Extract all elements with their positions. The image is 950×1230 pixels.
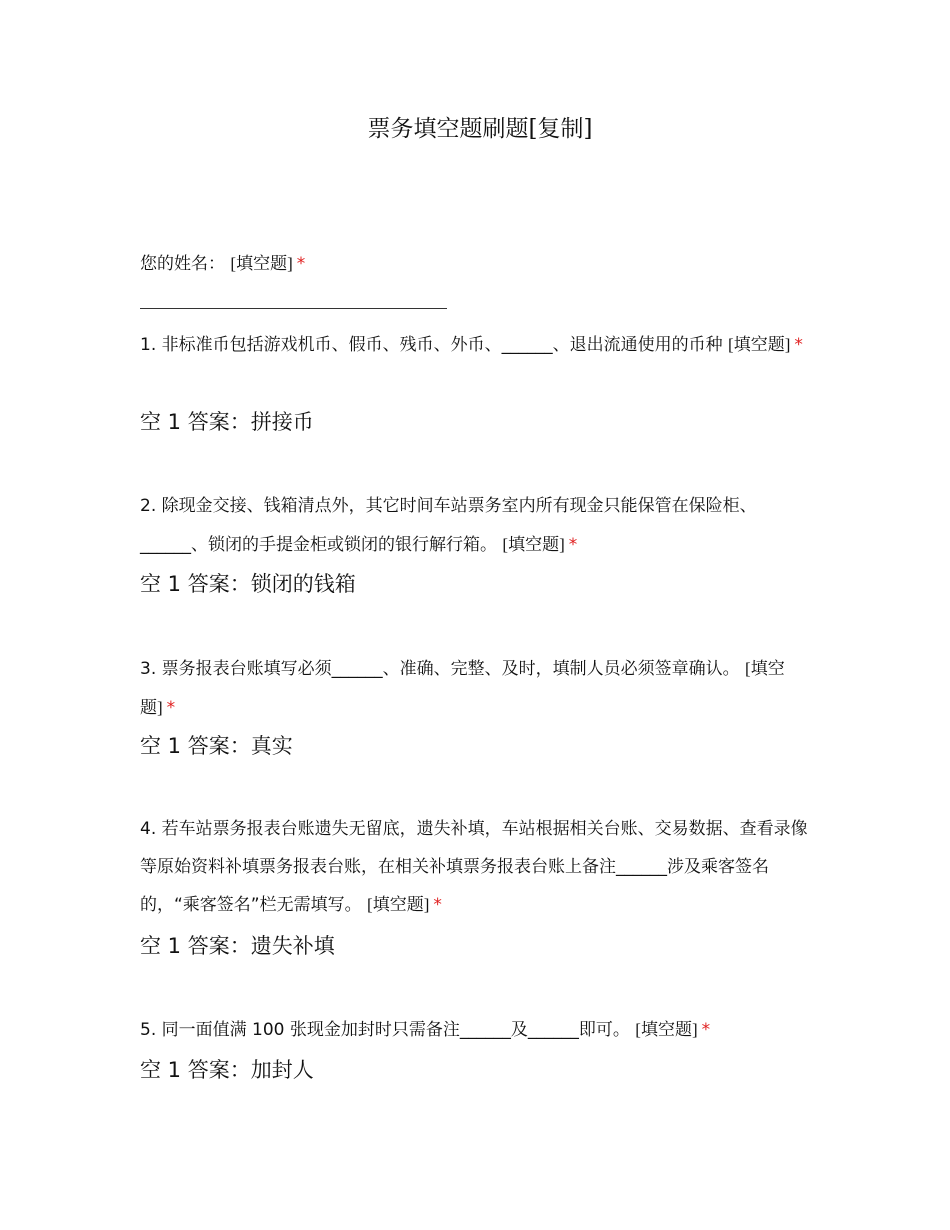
question-text: 3. 票务报表台账填写必须______、准确、完整、及时，填制人员必须签章确认。 — [140, 659, 740, 679]
required-mark: * — [701, 1020, 711, 1040]
question-text: 2. 除现金交接、钱箱清点外，其它时间车站票务室内所有现金只能保管在保险柜、______、锁闭的手提金柜或锁闭的银行解行箱。 — [140, 496, 757, 555]
question-type-tag: [填空题] — [635, 1020, 698, 1039]
question-text: 5. 同一面值满 100 张现金加封时只需备注______及______即可。 — [140, 1020, 630, 1040]
question-2 — [140, 488, 816, 564]
answer-2: 空 1 答案：锁闭的钱箱 — [140, 572, 356, 596]
question-1 — [140, 326, 816, 365]
name-question — [140, 245, 816, 284]
question-text: 4. 若车站票务报表台账遗失无留底，遗失补填，车站根据相关台账、交易数据、查看录像等原始资料补填票务报表台账，在相关补填票务报表台账上备注______涉及乘客签名的，“乘客签名”栏无需填写。 — [140, 819, 808, 915]
question-type-tag: [填空题] — [140, 659, 785, 717]
required-mark: * — [296, 254, 306, 274]
question-type-tag: [填空题] — [230, 254, 293, 273]
name-label: 您的姓名： — [140, 254, 225, 274]
question-5 — [140, 1011, 816, 1050]
question-type-tag: [填空题] — [502, 534, 565, 554]
question-4 — [140, 811, 816, 925]
name-input-line[interactable] — [140, 308, 447, 309]
page-title: 票务填空题刷题[复制] — [367, 116, 593, 142]
answer-3: 空 1 答案：真实 — [140, 734, 293, 758]
required-mark: * — [433, 895, 442, 915]
answer-4: 空 1 答案：遗失补填 — [140, 934, 335, 958]
question-type-tag: [填空题] — [367, 895, 430, 914]
required-mark: * — [794, 335, 803, 355]
answer-5: 空 1 答案：加封人 — [140, 1058, 314, 1082]
required-mark: * — [568, 534, 578, 555]
question-type-tag: [填空题] — [728, 335, 791, 354]
question-3 — [140, 650, 816, 727]
answer-1: 空 1 答案：拼接币 — [140, 410, 314, 434]
required-mark: * — [166, 697, 176, 718]
question-text: 1. 非标准币包括游戏机币、假币、残币、外币、______、退出流通使用的币种 — [140, 335, 723, 355]
